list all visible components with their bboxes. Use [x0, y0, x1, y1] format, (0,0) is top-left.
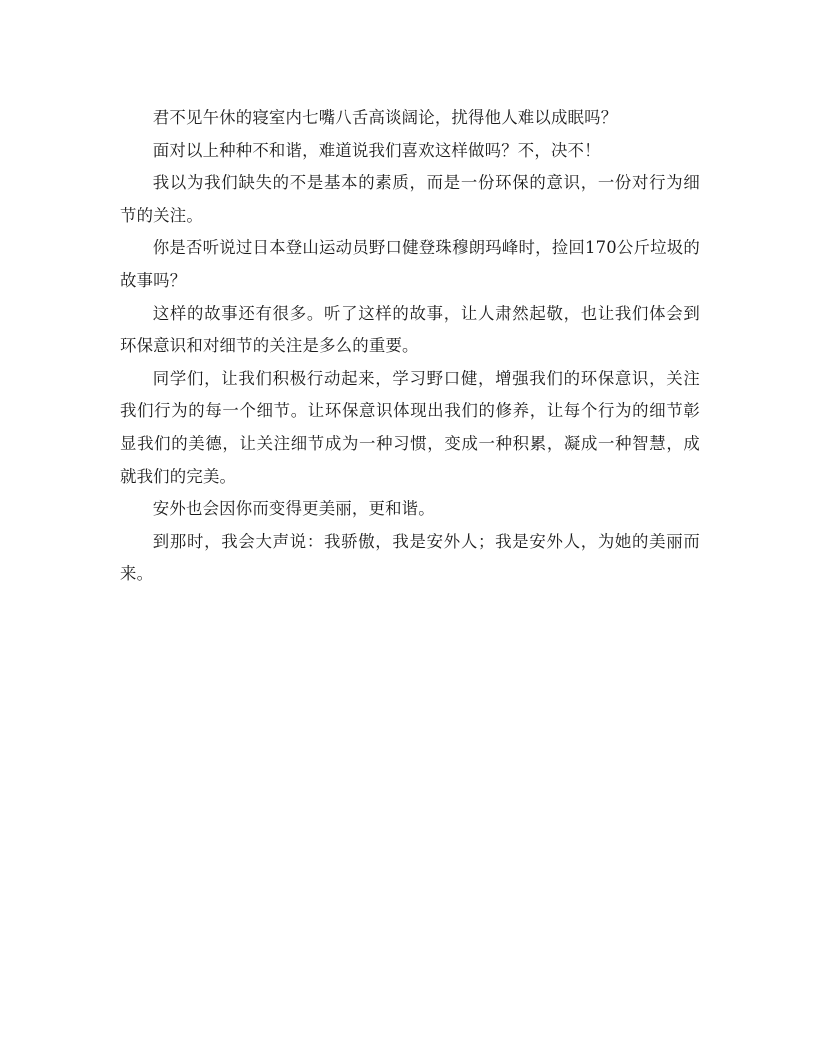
paragraph-6: 同学们，让我们积极行动起来，学习野口健，增强我们的环保意识，关注我们行为的每一个细节。让环保意识体现出我们的修养，让每个行为的细节彰显我们的美德，让关注细节成为一种习惯，变成一种积累，凝成一种智慧，成就我们的完美。: [120, 368, 700, 486]
paragraph-2: 面对以上种种不和谐，难道说我们喜欢这样做吗？不，决不！: [152, 140, 601, 160]
paragraph-1: 君不见午休的寝室内七嘴八舌高谈阔论，扰得他人难以成眠吗？: [152, 108, 618, 127]
document-body: [120, 102, 700, 591]
paragraph-8: 到那时，我会大声说：我骄傲，我是安外人；我是安外人，为她的美丽而来。: [120, 531, 700, 584]
paragraph-7: 安外也会因你而变得更美丽，更和谐。: [152, 499, 435, 519]
paragraph-3: 我以为我们缺失的不是基本的素质，而是一份环保的意识，一份对行为细节的关注。: [120, 173, 700, 225]
paragraph-4: 你是否听说过日本登山运动员野口健登珠穆朗玛峰时，捡回170公斤垃圾的故事吗？: [120, 238, 700, 290]
paragraph-5: 这样的故事还有很多。听了这样的故事，让人肃然起敬，也让我们体会到环保意识和对细节的关注是多么的重要。: [120, 303, 700, 356]
